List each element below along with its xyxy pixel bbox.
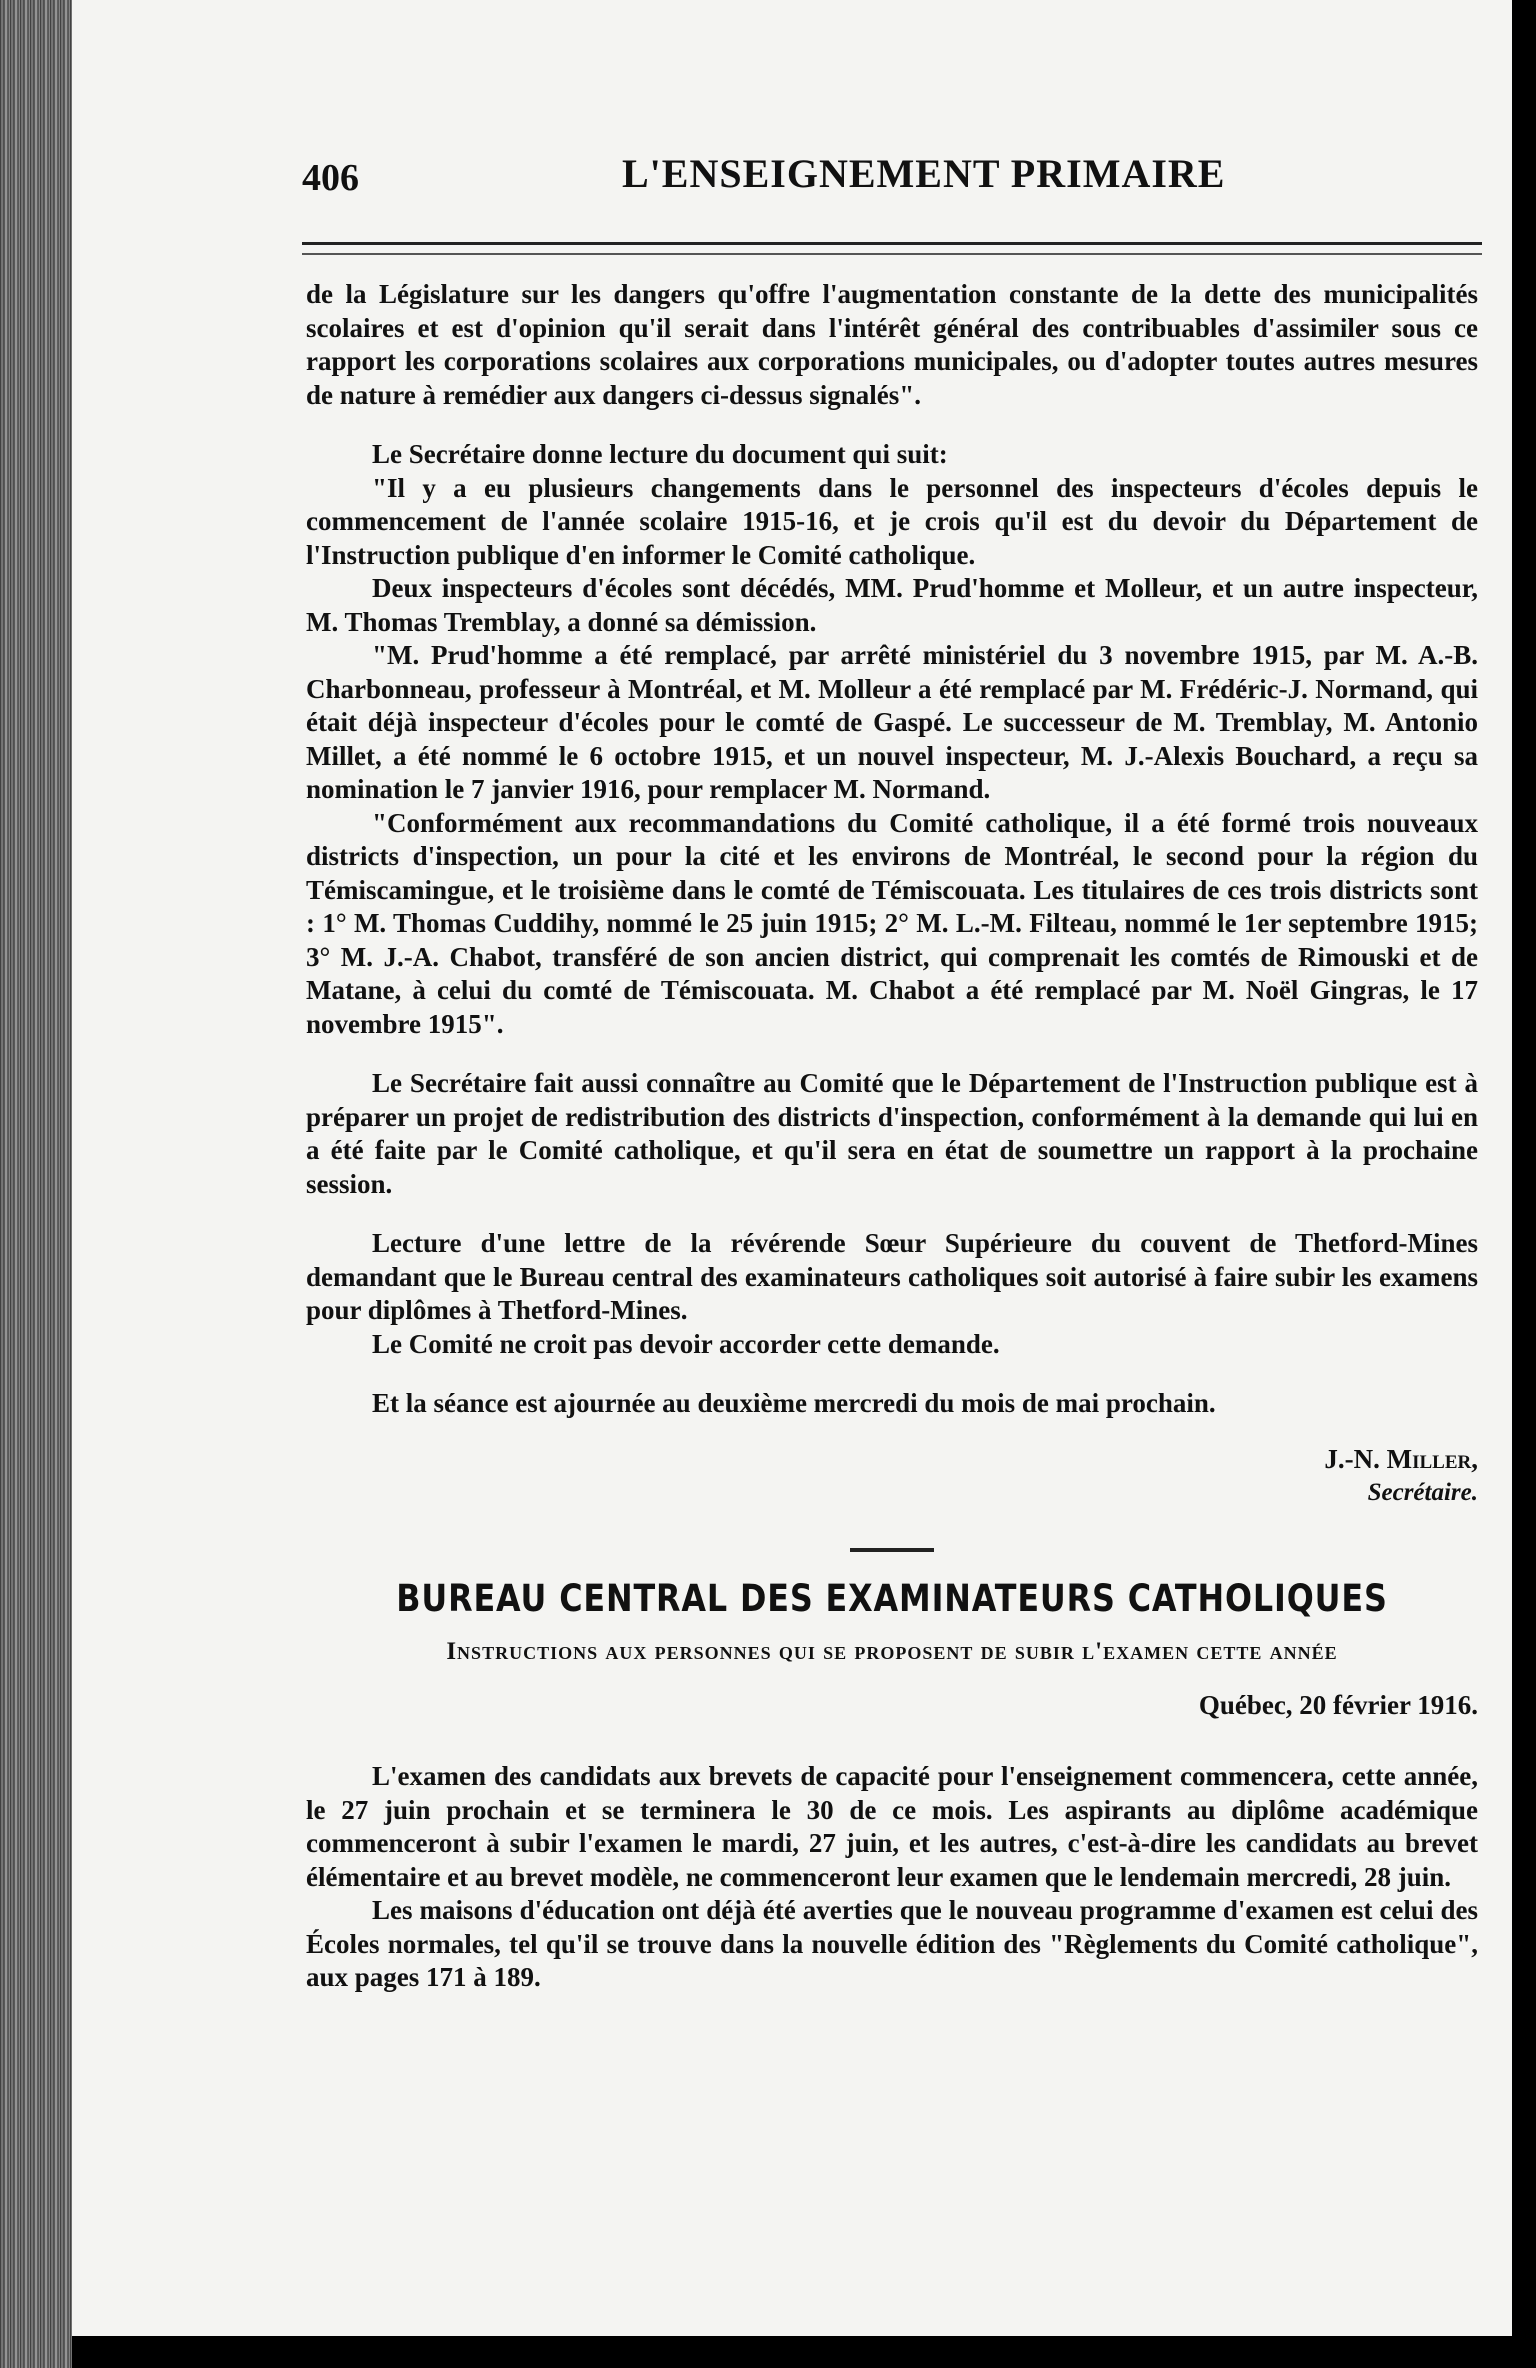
- section-paragraph: Les maisons d'éducation ont déjà été averties que le nouveau programme d'examen est celui des Écoles normales, tel qu'il se trouve dans la nouvelle édition des "Règlements du Comité catholique", aux pages 171 à 189.: [306, 1895, 1478, 1992]
- section-subtitle: Instructions aux personnes qui se proposent de subir l'examen cette année: [446, 1638, 1338, 1665]
- section-divider: [850, 1548, 934, 1552]
- paragraph: Et la séance est ajournée au deuxième mercredi du mois de mai prochain.: [372, 1388, 1216, 1418]
- paragraph: Le Secrétaire donne lecture du document qui suit:: [372, 439, 948, 469]
- page-header: [232, 150, 1472, 210]
- paragraph: "M. Prud'homme a été remplacé, par arrêté ministériel du 3 novembre 1915, par M. A.-B. Charbonneau, professeur à Montréal, et M. Molleur a été remplacé par M. Frédéric-J. Normand, qui était déjà inspecteur d'écoles pour le comté de Gaspé. Le successeur de M. Tremblay, M. Antonio Millet, a été nommé le 6 octobre 1915, et un nouvel inspecteur, M. J.-Alexis Bouchard, a reçu sa nomination le 7 janvier 1916, pour remplacer M. Normand.: [306, 640, 1478, 804]
- page-bottom-edge: [72, 2336, 1512, 2368]
- paragraph: "Il y a eu plusieurs changements dans le personnel des inspecteurs d'écoles depuis le commencement de l'année scolaire 1915-16, et je crois qu'il est du devoir du Département de l'Instruction publique d'en informer le Comité catholique.: [306, 472, 1478, 570]
- section-paragraph: L'examen des candidats aux brevets de capacité pour l'enseignement commencera, cette année, le 27 juin prochain et se terminera le 30 de ce mois. Les aspirants au diplôme académique commenceront à subir l'examen le mardi, 27 juin, et les autres, c'est-à-dire les candidats au brevet élémentaire et au brevet modèle, ne commenceront leur examen que le lendemain mercredi, 28 juin.: [306, 1761, 1478, 1892]
- paragraph: Deux inspecteurs d'écoles sont décédés, MM. Prud'homme et Molleur, et un autre inspecteur, M. Thomas Tremblay, a donné sa démission.: [306, 573, 1478, 637]
- paragraph: Le Comité ne croit pas devoir accorder cette demande.: [372, 1328, 1000, 1359]
- paragraph-continuation: de la Législature sur les dangers qu'offre l'augmentation constante de la dette des municipalités scolaires et est d'opinion qu'il serait dans l'intérêt général des contribuables d'assimiler sous ce rapport les corporations scolaires aux corporations municipales, ou d'adopter toutes autres mesures de nature à remédier aux dangers ci-dessus signalés".: [306, 279, 1478, 410]
- book-binding-edge: [0, 0, 72, 2368]
- dateline: Québec, 20 février 1916.: [1198, 1689, 1478, 1720]
- running-title: L'ENSEIGNEMENT PRIMAIRE: [622, 151, 1226, 196]
- paragraph: Le Secrétaire fait aussi connaître au Comité que le Département de l'Instruction publique est à préparer un projet de redistribution des districts d'inspection, conformément à la demande qui lui en a été faite par le Comité catholique, et qu'il sera en état de soumettre un rapport à la prochaine session.: [306, 1068, 1478, 1199]
- page-body: [306, 278, 1478, 1995]
- paragraph: Lecture d'une lettre de la révérende Sœur Supérieure du couvent de Thetford-Mines demandant que le Bureau central des examinateurs catholiques soit autorisé à faire subir les examens pour diplômes à Thetford-Mines.: [306, 1228, 1478, 1325]
- paragraph: "Conformément aux recommandations du Comité catholique, il a été formé trois nouveaux districts d'inspection, un pour la cité et les environs de Montréal, le second pour la région du Témiscamingue, et le troisième dans le comté de Témiscouata. Les titulaires de ces trois districts sont : 1° M. Thomas Cuddihy, nommé le 25 juin 1915; 2° M. L.-M. Filteau, nommé le 1er septembre 1915; 3° M. J.-A. Chabot, transféré de son ancien district, qui comprenait les comtés de Rimouski et de Matane, à celui du comté de Témiscouata. M. Chabot a été remplacé par M. Noël Gingras, le 17 novembre 1915".: [306, 807, 1478, 1039]
- header-rule: [302, 242, 1482, 255]
- section-title: BUREAU CENTRAL DES EXAMINATEURS CATHOLIQUES: [396, 1576, 1388, 1620]
- page-number: 406: [302, 157, 359, 199]
- signature-title: Secrétaire.: [1367, 1479, 1478, 1506]
- signature-name: J.-N. Miller,: [1324, 1443, 1478, 1474]
